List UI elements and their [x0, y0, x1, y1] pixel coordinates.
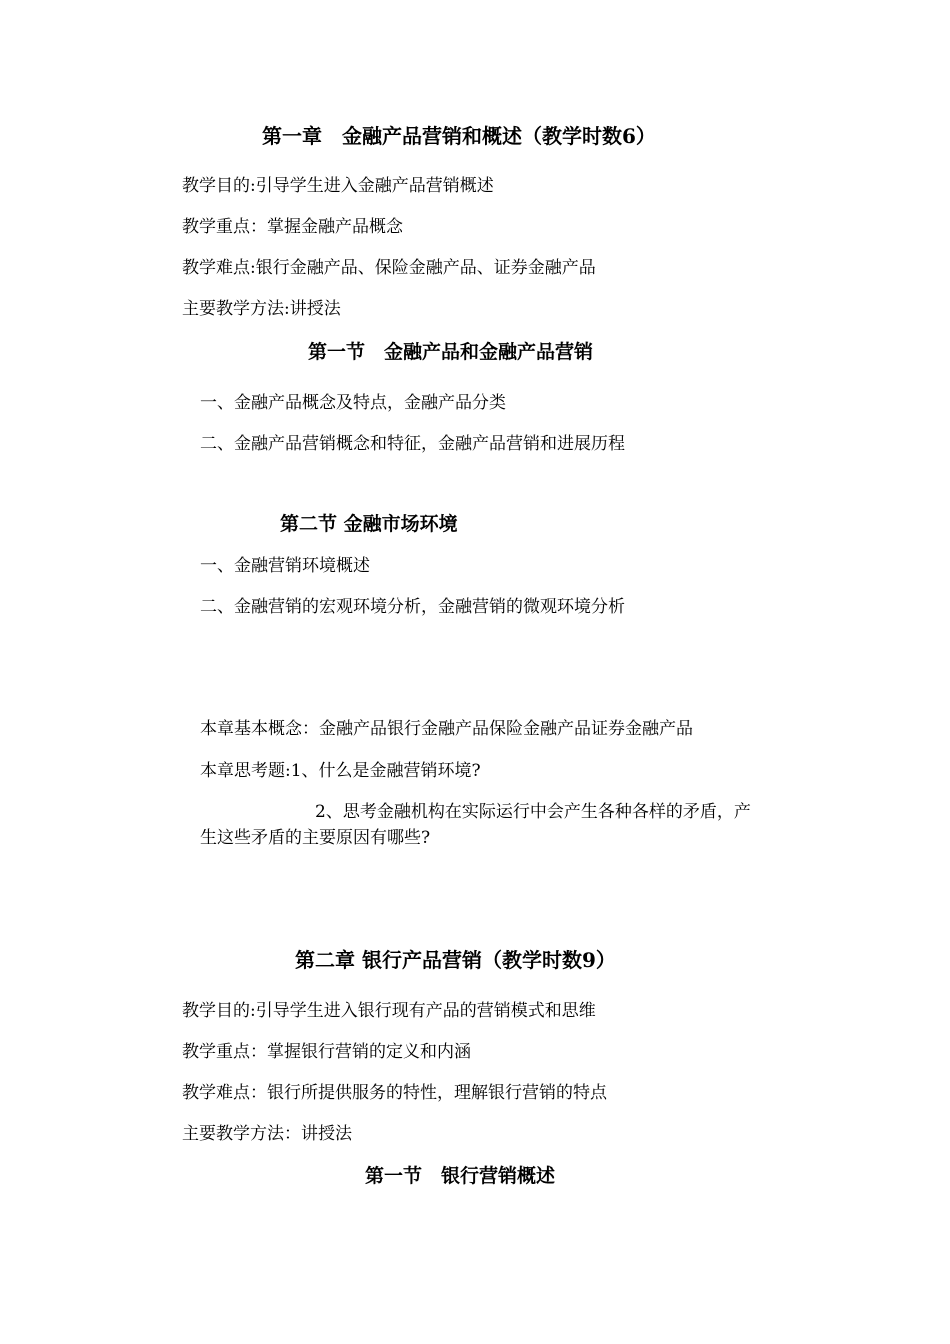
chapter-2-method: 主要教学方法：讲授法: [182, 1124, 352, 1144]
chapter-1-question-2-line-1: 2、思考金融机构在实际运行中会产生各种各样的矛盾，产: [315, 802, 751, 822]
chapter-1-section-2-item-1: 一、金融营销环境概述: [200, 556, 370, 576]
chapter-2-section-1-title: 第一节 银行营销概述: [365, 1165, 556, 1187]
chapter-2-key-points: 教学重点：掌握银行营销的定义和内涵: [182, 1042, 471, 1062]
chapter-1-goal: 教学目的:引导学生进入金融产品营销概述: [182, 176, 494, 196]
chapter-1-basic-concepts: 本章基本概念：金融产品银行金融产品保险金融产品证券金融产品: [200, 719, 693, 739]
chapter-2-difficulties: 教学难点：银行所提供服务的特性，理解银行营销的特点: [182, 1083, 607, 1103]
chapter-1-method: 主要教学方法:讲授法: [182, 299, 341, 319]
chapter-1-title: 第一章 金融产品营销和概述（教学时数6）: [262, 124, 656, 148]
chapter-1-difficulties: 教学难点:银行金融产品、保险金融产品、证券金融产品: [182, 258, 596, 278]
chapter-1-question-2-line-2: 生这些矛盾的主要原因有哪些?: [200, 828, 431, 848]
chapter-1-questions: 本章思考题:1、什么是金融营销环境?: [200, 761, 481, 781]
chapter-1-section-1-title: 第一节 金融产品和金融产品营销: [308, 341, 594, 363]
chapter-2-goal: 教学目的:引导学生进入银行现有产品的营销模式和思维: [182, 1001, 596, 1021]
chapter-1-section-1-item-2: 二、金融产品营销概念和特征，金融产品营销和进展历程: [200, 434, 625, 454]
chapter-1-key-points: 教学重点：掌握金融产品概念: [182, 217, 403, 237]
chapter-1-section-2-title: 第二节 金融市场环境: [280, 513, 458, 535]
chapter-1-section-1-item-1: 一、金融产品概念及特点，金融产品分类: [200, 393, 506, 413]
chapter-1-section-2-item-2: 二、金融营销的宏观环境分析，金融营销的微观环境分析: [200, 597, 625, 617]
chapter-2-title: 第二章 银行产品营销（教学时数9）: [295, 948, 616, 972]
